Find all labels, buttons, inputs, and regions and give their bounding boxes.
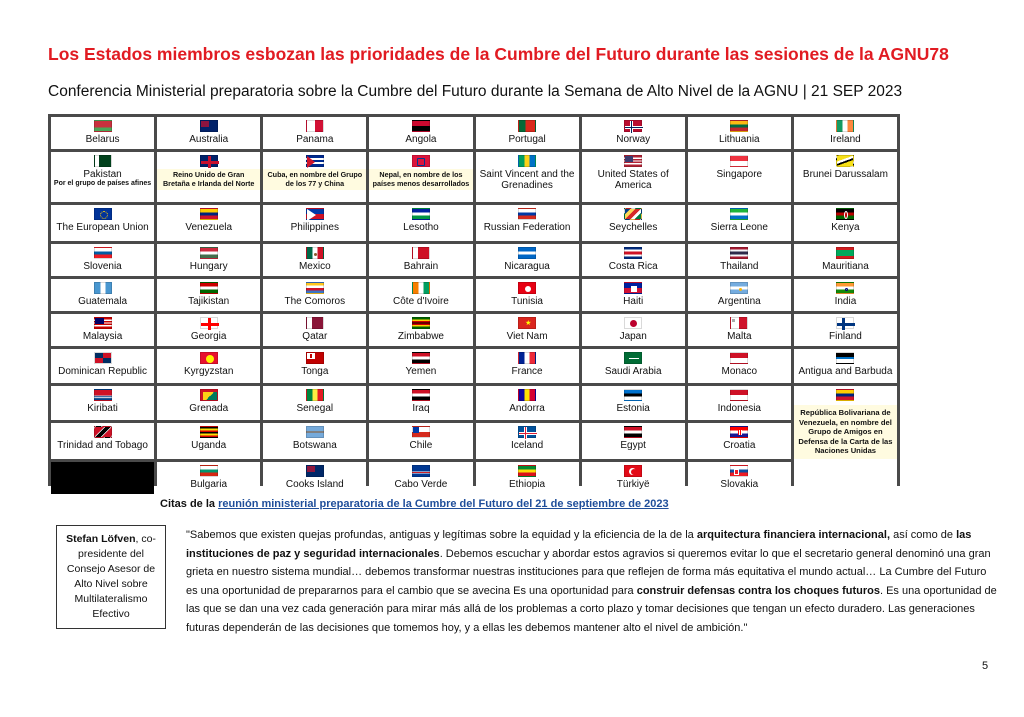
country-name: Senegal (296, 403, 334, 414)
comoros-flag-icon (306, 282, 324, 294)
mauritania-flag-icon (836, 247, 854, 259)
country-cell (476, 205, 579, 241)
country-cell (476, 117, 579, 149)
country-name: Russian Federation (483, 222, 571, 233)
country-cell (582, 205, 685, 241)
country-name: Kyrgyzstan (183, 366, 234, 377)
qatar-flag-icon (306, 317, 324, 329)
cookislands-flag-icon (306, 465, 324, 477)
country-cell (157, 462, 260, 494)
country-cell (369, 314, 472, 346)
country-name: Slovenia (83, 261, 122, 272)
portugal-flag-icon (518, 120, 536, 132)
ethiopia-flag-icon (518, 465, 536, 477)
country-cell (157, 205, 260, 241)
country-name: Georgia (190, 331, 227, 342)
guatemala-flag-icon (94, 282, 112, 294)
malaysia-flag-icon (94, 317, 112, 329)
country-name: Haiti (623, 296, 644, 307)
country-name: Mexico (298, 261, 331, 272)
country-cell (157, 314, 260, 346)
country-name: Kiribati (87, 403, 118, 414)
country-name: Estonia (616, 403, 650, 414)
caboverde-flag-icon (412, 465, 430, 477)
citas-line (160, 498, 669, 510)
country-cell (582, 386, 685, 420)
country-name: France (511, 366, 543, 377)
country-name: Cabo Verde (394, 479, 448, 490)
country-cell (157, 117, 260, 149)
country-name: Panama (296, 134, 334, 145)
country-name: Thailand (720, 261, 759, 272)
country-name: Finland (829, 331, 862, 342)
speaker-box (56, 525, 166, 629)
country-cell (263, 279, 366, 311)
country-cell (794, 152, 897, 202)
turkey-flag-icon (624, 465, 642, 477)
country-cell (157, 349, 260, 383)
country-cell (369, 152, 472, 202)
seychelles-flag-icon (624, 208, 642, 220)
nicaragua-flag-icon (518, 247, 536, 259)
country-name: Saudi Arabia (604, 366, 662, 377)
country-name: Costa Rica (608, 261, 658, 272)
country-cell (51, 205, 154, 241)
zimbabwe-flag-icon (412, 317, 430, 329)
chile-flag-icon (412, 426, 430, 438)
country-name: Yemen (405, 366, 437, 377)
country-cell (263, 244, 366, 276)
country-cell (263, 205, 366, 241)
iceland-flag-icon (518, 426, 536, 438)
haiti-flag-icon (624, 282, 642, 294)
country-name: Iceland (510, 440, 544, 451)
country-name: Singapore (716, 169, 763, 180)
lithuania-flag-icon (730, 120, 748, 132)
country-name: Ireland (830, 134, 861, 145)
country-cell (51, 314, 154, 346)
andorra-flag-icon (518, 389, 536, 401)
argentina-flag-icon (730, 282, 748, 294)
country-name: Saint Vincent and the Grenadines (479, 169, 575, 191)
cuba-flag-icon (306, 155, 324, 167)
country-name: Australia (189, 134, 229, 145)
country-cell (476, 244, 579, 276)
senegal-flag-icon (306, 389, 324, 401)
saudi-flag-icon (624, 352, 642, 364)
country-name: Seychelles (609, 222, 658, 233)
quote-emphasis: las instituciones de paz y seguridad internacionales (186, 529, 972, 560)
country-cell (688, 244, 791, 276)
country-cell (476, 423, 579, 459)
country-cell (369, 386, 472, 420)
country-name: Tonga (301, 366, 329, 377)
country-name: Hungary (189, 261, 228, 272)
country-name: Brunei Darussalam (802, 169, 888, 180)
country-cell (688, 279, 791, 311)
quote-text: . Debemos escuchar y abordar estos agravios si queremos evitar lo que el secretario general denominó una gran grieta en nuestro sistema mundial… debemos transformar nuestras instituciones para que reflejen de forma más equitativa el mundo actual… La Cumbre del Futuro es una oportunidad de prepararnos para el cambio que se avecina Es una oportunidad para (186, 547, 991, 597)
country-name: Sierra Leone (710, 222, 768, 233)
country-name: Angola (405, 134, 437, 145)
georgia-flag-icon (200, 317, 218, 329)
antigua-flag-icon (836, 352, 854, 364)
croatia-flag-icon (730, 426, 748, 438)
meeting-link[interactable]: reunión ministerial preparatoria de la Cumbre del Futuro del 21 de septiembre de 2023 (218, 498, 669, 510)
brunei-flag-icon (836, 155, 854, 167)
quote-emphasis: construir defensas contra los choques futuros (636, 584, 880, 597)
country-name: Lesotho (403, 222, 439, 233)
kyrgyzstan-flag-icon (200, 352, 218, 364)
country-name: Grenada (189, 403, 229, 414)
page-subtitle: Conferencia Ministerial preparatoria sobre la Cumbre del Futuro durante la Semana de Alto Nivel de la AGNU | 21 SEP 2023 (48, 83, 903, 100)
country-cell (582, 117, 685, 149)
page-number: 5 (982, 660, 989, 672)
speaker-role: , co-presidente del Consejo Asesor de Alto Nivel sobre Multilateralismo Efectivo (66, 533, 156, 620)
country-name: Trinidad and Tobago (57, 440, 148, 451)
country-name: Mauritiana (822, 261, 869, 272)
tunisia-flag-icon (518, 282, 536, 294)
pakistan-flag-icon (94, 155, 112, 167)
country-cell (51, 117, 154, 149)
country-name: Indonesia (717, 403, 761, 414)
monaco-flag-icon (730, 352, 748, 364)
country-cell (51, 349, 154, 383)
country-cell (582, 152, 685, 202)
country-cell (263, 152, 366, 202)
country-name: Türkiyë (616, 479, 650, 490)
malta-flag-icon (730, 317, 748, 329)
country-name: Slovakia (720, 479, 759, 490)
country-cell (582, 423, 685, 459)
france-flag-icon (518, 352, 536, 364)
country-name: Philippines (290, 222, 339, 233)
hungary-flag-icon (200, 247, 218, 259)
speaker-name: Stefan Löfven (66, 533, 136, 545)
quote-emphasis: arquitectura financiera internacional, (696, 529, 891, 541)
country-cell (794, 386, 897, 494)
usa-flag-icon (624, 155, 642, 167)
country-cell (51, 279, 154, 311)
country-name: Antigua and Barbuda (798, 366, 893, 377)
thailand-flag-icon (730, 247, 748, 259)
singapore-flag-icon (730, 155, 748, 167)
country-cell (476, 314, 579, 346)
country-cell (369, 423, 472, 459)
japan-flag-icon (624, 317, 642, 329)
country-cell (794, 205, 897, 241)
vietnam-flag-icon: ★ (518, 317, 536, 329)
country-name: Botswana (292, 440, 337, 451)
country-name: Tajikistan (188, 296, 230, 307)
country-cell (476, 349, 579, 383)
country-cell (369, 205, 472, 241)
country-name: United States of America (597, 169, 669, 191)
yemen-flag-icon (412, 352, 430, 364)
costarica-flag-icon (624, 247, 642, 259)
country-cell (794, 349, 897, 383)
delegation-note: Nepal, en nombre de los países menos desarrollados (369, 169, 472, 190)
slovakia-flag-icon (730, 465, 748, 477)
country-cell (157, 386, 260, 420)
bulgaria-flag-icon (200, 465, 218, 477)
country-cell (794, 279, 897, 311)
empty-cell (51, 462, 154, 494)
sierraleone-flag-icon (730, 208, 748, 220)
country-cell (688, 314, 791, 346)
country-name: Bahrain (403, 261, 439, 272)
country-name: Malta (727, 331, 752, 342)
country-cell (157, 244, 260, 276)
country-subtitle: Por el grupo de países afines (53, 180, 152, 187)
country-name: Dominican Republic (58, 366, 148, 377)
country-cell (51, 386, 154, 420)
slovenia-flag-icon (94, 247, 112, 259)
estonia-flag-icon (624, 389, 642, 401)
country-name: Qatar (302, 331, 328, 342)
delegation-note: Cuba, en nombre del Grupo de los 77 y China (263, 169, 366, 190)
country-name: Malaysia (82, 331, 123, 342)
country-cell (263, 462, 366, 494)
quote-text: "Sabemos que existen quejas profundas, antiguas y legítimas sobre la equidad y la eficiencia de la de la (186, 529, 697, 541)
country-cell (51, 152, 154, 202)
country-name: Egypt (620, 440, 646, 451)
norway-flag-icon (624, 120, 642, 132)
country-name: Nicaragua (504, 261, 550, 272)
india-flag-icon (836, 282, 854, 294)
country-name: Croatia (723, 440, 756, 451)
kiribati-flag-icon (94, 389, 112, 401)
country-cell (582, 462, 685, 494)
country-cell (263, 423, 366, 459)
country-name: Cooks Island (285, 479, 344, 490)
member-states-table (48, 114, 900, 490)
country-name: Tunisia (511, 296, 543, 307)
country-name: Viet Nam (506, 331, 548, 342)
country-name: Guatemala (78, 296, 128, 307)
quote-text: así como de (890, 529, 957, 541)
country-name: Monaco (721, 366, 758, 377)
country-name: Portugal (508, 134, 546, 145)
country-name: Japan (619, 331, 647, 342)
country-cell (51, 423, 154, 459)
country-name: India (834, 296, 857, 307)
speaker-quote (186, 526, 998, 638)
country-cell (476, 386, 579, 420)
country-cell (582, 244, 685, 276)
country-name: The Comoros (284, 296, 346, 307)
citas-prefix: Citas de la (160, 498, 219, 510)
kenya-flag-icon (836, 208, 854, 220)
country-cell (157, 279, 260, 311)
country-cell (263, 314, 366, 346)
delegation-note: Reino Unido de Gran Bretaña e Irlanda del Norte (157, 169, 260, 190)
country-name: Pakistan (83, 169, 122, 180)
country-name: Andorra (509, 403, 545, 414)
country-cell (263, 349, 366, 383)
iraq-flag-icon (412, 389, 430, 401)
country-cell (476, 462, 579, 494)
country-name: Norway (616, 134, 651, 145)
uk-flag-icon (200, 155, 218, 167)
country-cell (369, 462, 472, 494)
country-name: Lithuania (719, 134, 760, 145)
country-cell (688, 205, 791, 241)
country-cell (263, 386, 366, 420)
botswana-flag-icon (306, 426, 324, 438)
finland-flag-icon (836, 317, 854, 329)
bahrain-flag-icon (412, 247, 430, 259)
indonesia-flag-icon (730, 389, 748, 401)
country-name: Uganda (191, 440, 227, 451)
country-name: Venezuela (185, 222, 233, 233)
country-cell (476, 152, 579, 202)
country-cell (688, 349, 791, 383)
country-cell (688, 386, 791, 420)
philippines-flag-icon (306, 208, 324, 220)
country-cell (157, 152, 260, 202)
svg-flag-icon (518, 155, 536, 167)
trinidad-flag-icon (94, 426, 112, 438)
country-cell (688, 423, 791, 459)
australia-flag-icon (200, 120, 218, 132)
ivorycoast-flag-icon (412, 282, 430, 294)
panama-flag-icon (306, 120, 324, 132)
country-name: Bulgaria (190, 479, 228, 490)
country-cell (582, 279, 685, 311)
russia-flag-icon (518, 208, 536, 220)
belarus-flag-icon (94, 120, 112, 132)
country-name: The European Union (56, 222, 149, 233)
country-name: Ethiopia (508, 479, 546, 490)
grenada-flag-icon (200, 389, 218, 401)
country-cell (688, 462, 791, 494)
country-cell (582, 349, 685, 383)
tajikistan-flag-icon (200, 282, 218, 294)
country-cell (369, 279, 472, 311)
country-name: Chile (409, 440, 433, 451)
country-cell (263, 117, 366, 149)
nepal-flag-icon (412, 155, 430, 167)
country-name: Kenya (831, 222, 860, 233)
dominican-flag-icon (94, 352, 112, 364)
ireland-flag-icon (836, 120, 854, 132)
venezuela-flag-icon (836, 389, 854, 401)
venezuela-flag-icon (200, 208, 218, 220)
country-cell (369, 244, 472, 276)
lesotho-flag-icon (412, 208, 430, 220)
country-cell (369, 349, 472, 383)
flags-grid (51, 117, 897, 490)
eu-flag-icon (94, 208, 112, 220)
country-cell (688, 152, 791, 202)
country-name: Iraq (412, 403, 430, 414)
country-name: Zimbabwe (397, 331, 444, 342)
country-name: Côte d'Ivoire (393, 296, 449, 307)
angola-flag-icon (412, 120, 430, 132)
uganda-flag-icon (200, 426, 218, 438)
country-cell (582, 314, 685, 346)
country-cell (476, 279, 579, 311)
page-title: Los Estados miembros esbozan las prioridades de la Cumbre del Futuro durante las sesiones de la AGNU78 (48, 44, 949, 64)
tonga-flag-icon (306, 352, 324, 364)
country-cell (157, 423, 260, 459)
country-name: Argentina (717, 296, 761, 307)
country-cell (51, 244, 154, 276)
country-cell (794, 314, 897, 346)
country-name: Belarus (85, 134, 120, 145)
mexico-flag-icon (306, 247, 324, 259)
country-cell (369, 117, 472, 149)
egypt-flag-icon (624, 426, 642, 438)
country-cell (794, 244, 897, 276)
country-cell (794, 117, 897, 149)
delegation-note: República Bolivariana de Venezuela, en nombre del Grupo de Amigos en Defensa de la Carta de las Naciones Unidas (794, 405, 897, 459)
country-cell (688, 117, 791, 149)
quote-text: . Es una oportunidad de las que se dan una vez cada generación para mirar más allá de los problemas a corto plazo y tomar decisiones que tengan un efecto duradero. Las generaciones futuras dependerán de las decisiones que tomemos hoy, y a ellas les debemos mantener alto el nivel de ambición." (186, 584, 997, 634)
